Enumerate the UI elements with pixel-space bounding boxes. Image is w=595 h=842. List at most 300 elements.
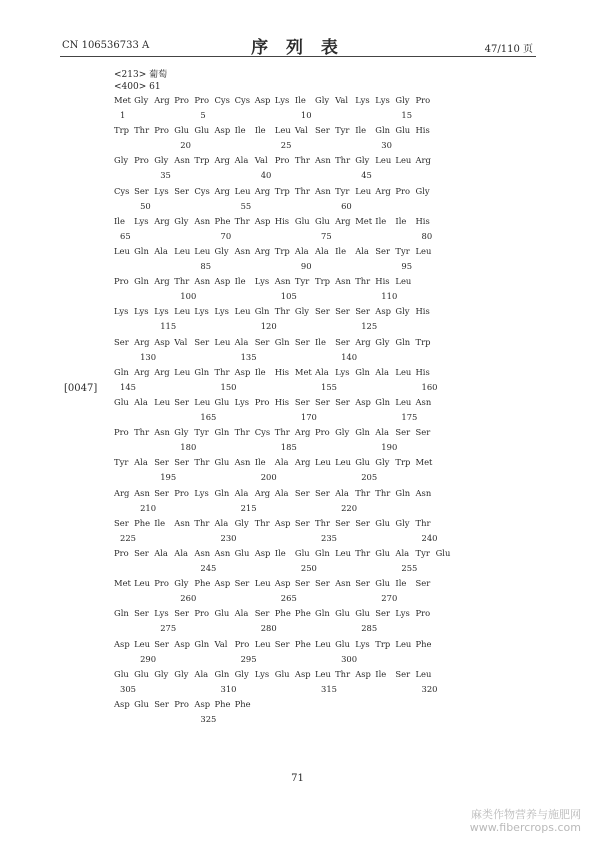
residue: Asn xyxy=(194,548,211,558)
position-number: 260 xyxy=(180,593,197,604)
position-number: 25 xyxy=(280,140,292,151)
residue: Phe xyxy=(415,638,432,649)
residue: Ser xyxy=(174,185,189,196)
position-number: 250 xyxy=(300,563,317,573)
residue: Gly xyxy=(234,668,249,679)
residue: Ser xyxy=(154,638,169,649)
residue: Cys xyxy=(234,95,251,105)
residue: Met xyxy=(294,366,312,377)
residue: Lys xyxy=(114,306,129,317)
residue: Ser xyxy=(355,306,370,317)
residue: Glu xyxy=(355,457,370,468)
position-number: 150 xyxy=(220,381,237,392)
residue: Ser xyxy=(395,668,411,679)
residue: Ser xyxy=(274,638,290,649)
residue: Ile xyxy=(315,336,326,347)
residue: Pro xyxy=(415,95,431,105)
residue: Pro xyxy=(234,638,250,649)
residue: His xyxy=(415,306,430,317)
page-indicator: 47/110 页 xyxy=(484,44,533,55)
residue: Glu xyxy=(134,699,149,709)
position-number: 130 xyxy=(140,351,157,362)
residue: Ala xyxy=(234,336,249,347)
position-number: 275 xyxy=(160,623,177,634)
residue: Arg xyxy=(154,215,170,226)
residue: Gln xyxy=(254,306,270,317)
residue: Ser xyxy=(355,578,370,589)
position-number: 170 xyxy=(300,412,317,422)
residue: Leu xyxy=(194,397,211,407)
residue: Leu xyxy=(114,246,130,256)
residue: Asp xyxy=(355,397,371,407)
residue: Trp xyxy=(415,336,431,347)
residue: Gln xyxy=(375,397,391,407)
residue: Pro xyxy=(174,95,189,105)
residue: His xyxy=(415,215,430,226)
residue: Arg xyxy=(375,185,391,196)
residue: Lys xyxy=(254,668,270,679)
residue: Ala xyxy=(194,668,209,679)
residue: Lys xyxy=(134,215,149,226)
residue: Ala xyxy=(234,487,249,498)
position-number: 175 xyxy=(401,412,418,422)
residue: Trp xyxy=(194,155,210,166)
position-number: 70 xyxy=(220,230,232,241)
residue: Thr xyxy=(415,517,431,528)
residue: Ser xyxy=(234,578,250,589)
position-number: 30 xyxy=(381,140,392,151)
residue: Ser xyxy=(315,487,330,498)
position-number: 205 xyxy=(361,472,378,483)
residue: Asp xyxy=(114,638,130,649)
residue: Ser xyxy=(154,699,169,709)
residue: Ala xyxy=(234,155,249,166)
residue: Ile xyxy=(154,517,166,528)
residue: Glu xyxy=(335,608,350,619)
residue: Ala xyxy=(154,548,168,558)
position-number: 100 xyxy=(180,291,197,302)
position-number: 285 xyxy=(361,623,378,634)
residue: Leu xyxy=(395,155,412,166)
residue: Arg xyxy=(154,366,170,377)
residue: Asn xyxy=(194,215,211,226)
sequence-row xyxy=(114,366,438,397)
sequence-row xyxy=(114,216,434,246)
residue: Ala xyxy=(335,487,349,498)
residue: Ala xyxy=(134,457,148,468)
residue: Tyr xyxy=(415,548,430,558)
residue: Thr xyxy=(194,517,210,528)
residue: Phe xyxy=(134,517,151,528)
position-number: 160 xyxy=(421,381,438,392)
page-title: 序 列 表 xyxy=(251,38,344,58)
residue: Lys xyxy=(355,95,370,105)
position-number: 75 xyxy=(321,230,332,241)
residue: Ser xyxy=(375,246,390,256)
position-number: 315 xyxy=(321,683,337,694)
residue: Ser xyxy=(395,427,411,438)
residue: Pro xyxy=(194,608,210,619)
residue: Val xyxy=(294,125,308,136)
residue: Gln xyxy=(315,548,330,558)
residue: Ile xyxy=(375,668,387,679)
residue: Leu xyxy=(134,578,151,589)
residue: Asn xyxy=(415,397,432,407)
residue: Glu xyxy=(174,125,190,136)
residue: Ala xyxy=(315,366,329,377)
residue: Ile xyxy=(274,548,286,558)
residue: Leu xyxy=(174,306,191,317)
residue: Arg xyxy=(335,215,351,226)
residue: Ser xyxy=(114,336,129,347)
residue: Ile xyxy=(335,246,347,256)
residue: Leu xyxy=(154,397,171,407)
residue: Trp xyxy=(315,276,330,287)
position-number: 270 xyxy=(381,593,398,604)
residue: Met xyxy=(114,95,131,105)
residue: Gly xyxy=(134,95,149,105)
position-number: 10 xyxy=(300,110,312,120)
residue: Arg xyxy=(355,336,371,347)
residue: Asn xyxy=(335,276,351,287)
position-number: 125 xyxy=(361,321,378,332)
residue: Asn xyxy=(274,276,291,287)
residue: Thr xyxy=(355,487,371,498)
residue: Leu xyxy=(335,457,352,468)
position-number: 140 xyxy=(341,351,358,362)
residue: Trp xyxy=(274,185,290,196)
residue: Ser xyxy=(294,487,310,498)
residue: Gln xyxy=(214,668,230,679)
residue: Thr xyxy=(335,155,351,166)
residue: Phe xyxy=(214,699,231,709)
residue: Met xyxy=(355,215,373,226)
position-number: 20 xyxy=(180,140,191,151)
residue: His xyxy=(274,366,290,377)
position-number: 135 xyxy=(240,351,257,362)
position-number: 195 xyxy=(160,472,177,483)
residue: Ser xyxy=(355,517,370,528)
residue: Asn xyxy=(315,185,331,196)
residue: Leu xyxy=(395,366,412,377)
sequence-id-line: <400> 61 xyxy=(114,82,161,92)
header-divider xyxy=(60,56,536,57)
residue: Ser xyxy=(194,336,210,347)
residue: Cys xyxy=(194,185,210,196)
residue: Asp xyxy=(174,638,191,649)
residue: Ala xyxy=(294,246,309,256)
position-number: 145 xyxy=(120,381,136,392)
residue: Cys xyxy=(254,427,271,438)
residue: Ile xyxy=(395,215,407,226)
residue: Gly xyxy=(174,427,189,438)
residue: Gln xyxy=(355,427,370,438)
residue: Ser xyxy=(315,397,330,407)
position-number: 45 xyxy=(361,170,372,181)
residue: Trp xyxy=(274,246,290,256)
residue: Ser xyxy=(335,397,350,407)
position-number: 85 xyxy=(200,261,212,271)
residue: Leu xyxy=(415,668,432,679)
residue: Ala xyxy=(274,457,289,468)
residue: Thr xyxy=(234,427,250,438)
residue: Ala xyxy=(234,608,249,619)
residue: Pro xyxy=(395,185,411,196)
residue: His xyxy=(415,366,430,377)
residue: Pro xyxy=(274,155,290,166)
residue: Asp xyxy=(234,366,251,377)
residue: Arg xyxy=(415,155,431,166)
residue: Ser xyxy=(174,397,189,407)
position-number: 220 xyxy=(341,502,358,513)
residue: Asp xyxy=(294,668,311,679)
residue: Glu xyxy=(375,578,391,589)
residue: Asn xyxy=(194,276,211,287)
residue: Tyr xyxy=(114,457,129,468)
residue: Asp xyxy=(355,668,371,679)
position-number: 190 xyxy=(381,442,398,453)
residue: Leu xyxy=(214,336,231,347)
residue: Ser xyxy=(294,397,310,407)
position-number: 280 xyxy=(260,623,277,634)
residue: Ile xyxy=(355,125,367,136)
position-number: 215 xyxy=(240,502,257,513)
residue: Ala xyxy=(355,246,369,256)
residue: Pro xyxy=(134,155,149,166)
residue: Pro xyxy=(194,95,210,105)
position-number: 5 xyxy=(200,110,206,120)
residue: Tyr xyxy=(335,185,350,196)
residue: Val xyxy=(214,638,228,649)
sequence-row xyxy=(114,699,434,729)
residue: Gly xyxy=(294,306,309,317)
position-number: 80 xyxy=(421,230,433,241)
sequence-row xyxy=(114,608,434,638)
sequence-row xyxy=(114,397,434,427)
position-number: 225 xyxy=(120,532,136,543)
residue: Glu xyxy=(234,548,250,558)
residue: Ile xyxy=(114,215,125,226)
residue: Glu xyxy=(194,125,210,136)
position-number: 95 xyxy=(401,261,413,271)
position-number: 105 xyxy=(280,291,297,302)
sequence-row xyxy=(114,276,434,306)
residue: Gln xyxy=(214,487,230,498)
residue: Thr xyxy=(294,155,310,166)
residue: Leu xyxy=(315,668,331,679)
residue: Arg xyxy=(134,336,150,347)
residue: His xyxy=(415,125,430,136)
residue: Ser xyxy=(254,608,270,619)
residue: Leu xyxy=(395,638,412,649)
residue: Ala xyxy=(315,246,329,256)
position-number: 310 xyxy=(220,683,237,694)
position-number: 230 xyxy=(220,532,237,543)
residue: Pro xyxy=(174,487,189,498)
residue: Lys xyxy=(395,608,410,619)
residue: Gly xyxy=(214,246,229,256)
residue: Leu xyxy=(174,246,191,256)
position-number: 40 xyxy=(260,170,272,181)
residue: Asp xyxy=(254,548,271,558)
residue: His xyxy=(274,215,290,226)
residue: Ser xyxy=(335,517,350,528)
residue: Gln xyxy=(395,487,411,498)
residue: Ser xyxy=(315,578,330,589)
residue: Ser xyxy=(315,306,330,317)
position-number: 255 xyxy=(401,563,418,573)
residue: Ala xyxy=(134,397,148,407)
paragraph-label: [0047] xyxy=(64,383,98,394)
residue: Ser xyxy=(154,457,169,468)
residue: Leu xyxy=(234,306,251,317)
residue: Gln xyxy=(355,366,370,377)
residue: Pro xyxy=(114,427,129,438)
residue: Asp xyxy=(214,125,231,136)
residue: Asp xyxy=(194,699,211,709)
residue: Pro xyxy=(174,699,189,709)
residue: Glu xyxy=(274,668,290,679)
residue: Arg xyxy=(214,185,230,196)
position-number: 300 xyxy=(341,653,358,664)
residue: Pro xyxy=(114,548,129,558)
residue: Tyr xyxy=(194,427,209,438)
residue: Ser xyxy=(134,548,149,558)
residue: Asn xyxy=(174,155,191,166)
position-number: 200 xyxy=(260,472,277,483)
patent-number: CN 106536733 A xyxy=(62,40,150,51)
position-number: 185 xyxy=(280,442,297,453)
position-number: 90 xyxy=(300,261,312,271)
residue: Gly xyxy=(154,668,169,679)
residue: Pro xyxy=(254,397,270,407)
residue: Ser xyxy=(134,608,149,619)
residue: Lys xyxy=(134,306,149,317)
position-number: 60 xyxy=(341,200,352,211)
residue: Gln xyxy=(194,638,210,649)
residue: Ile xyxy=(375,215,387,226)
sequence-row xyxy=(114,517,438,548)
residue: Ile xyxy=(395,578,407,589)
residue: Thr xyxy=(274,427,290,438)
residue: Asn xyxy=(134,487,150,498)
position-number: 325 xyxy=(200,714,217,724)
residue: Arg xyxy=(294,427,311,438)
residue: Ser xyxy=(415,427,431,438)
residue: Thr xyxy=(355,276,371,287)
residue: Asn xyxy=(335,578,351,589)
residue: Cys xyxy=(114,185,130,196)
residue: Glu xyxy=(294,215,310,226)
residue: Lys xyxy=(154,185,169,196)
residue: Ser xyxy=(294,336,310,347)
position-number: 210 xyxy=(140,502,157,513)
residue: Val xyxy=(174,336,188,347)
residue: Gln xyxy=(395,336,411,347)
residue: Gln xyxy=(194,366,210,377)
residue: Asn xyxy=(315,155,331,166)
residue: Phe xyxy=(194,578,211,589)
residue: Trp xyxy=(395,457,411,468)
residue: Ser xyxy=(375,608,390,619)
position-number: 245 xyxy=(200,563,217,573)
residue: Tyr xyxy=(395,246,410,256)
residue: Pro xyxy=(114,276,129,287)
position-number: 65 xyxy=(120,230,131,241)
position-number: 55 xyxy=(240,200,252,211)
residue: Gly xyxy=(234,517,249,528)
residue: Arg xyxy=(254,246,271,256)
sequence-row xyxy=(114,427,434,457)
residue: Ile xyxy=(254,366,266,377)
residue: Met xyxy=(415,457,433,468)
watermark-site-name: 麻类作物营养与施肥网 xyxy=(471,808,581,821)
residue: Glu xyxy=(335,638,350,649)
residue: Thr xyxy=(254,517,270,528)
residue: Lys xyxy=(335,366,350,377)
residue: Thr xyxy=(174,276,190,287)
residue: Ile xyxy=(234,125,246,136)
residue: Tyr xyxy=(294,276,310,287)
residue: Lys xyxy=(154,306,169,317)
residue: Ile xyxy=(294,95,306,105)
page-number: 71 xyxy=(291,773,304,784)
residue: Pro xyxy=(154,125,169,136)
residue: Asn xyxy=(214,548,231,558)
residue: Ser xyxy=(174,608,189,619)
residue: Asn xyxy=(234,457,251,468)
sequence-row xyxy=(114,246,434,276)
residue: Glu xyxy=(134,668,149,679)
residue: Gln xyxy=(315,608,330,619)
residue: Ala xyxy=(395,548,410,558)
residue: Arg xyxy=(154,276,170,287)
position-number: 240 xyxy=(421,532,438,543)
residue: Glu xyxy=(435,548,451,558)
residue: Asn xyxy=(154,427,170,438)
residue: Asp xyxy=(154,336,170,347)
residue: Trp xyxy=(375,638,391,649)
residue: Pro xyxy=(315,427,330,438)
residue: Gly xyxy=(395,306,410,317)
residue: Gly xyxy=(335,427,350,438)
position-number: 290 xyxy=(140,653,157,664)
sequence-row xyxy=(114,548,451,578)
residue: Arg xyxy=(254,185,271,196)
residue: Leu xyxy=(234,185,251,196)
sequence-row xyxy=(114,125,434,155)
position-number: 155 xyxy=(321,381,337,392)
sequence-row xyxy=(114,306,434,336)
sequence-row xyxy=(114,337,434,367)
residue: Gln xyxy=(274,336,290,347)
residue: Ser xyxy=(415,578,431,589)
residue: Glu xyxy=(114,397,129,407)
residue: Lys xyxy=(154,608,169,619)
residue: Lys xyxy=(355,638,370,649)
residue: Ser xyxy=(294,517,310,528)
residue: Gln xyxy=(114,366,129,377)
residue: His xyxy=(375,276,390,287)
residue: Lys xyxy=(194,306,209,317)
residue: Leu xyxy=(254,638,271,649)
sequence-row xyxy=(114,457,434,487)
residue: Leu xyxy=(355,185,372,196)
position-number: 15 xyxy=(401,110,413,120)
residue: Leu xyxy=(174,366,191,377)
residue: Ser xyxy=(294,578,310,589)
residue: Thr xyxy=(315,517,330,528)
